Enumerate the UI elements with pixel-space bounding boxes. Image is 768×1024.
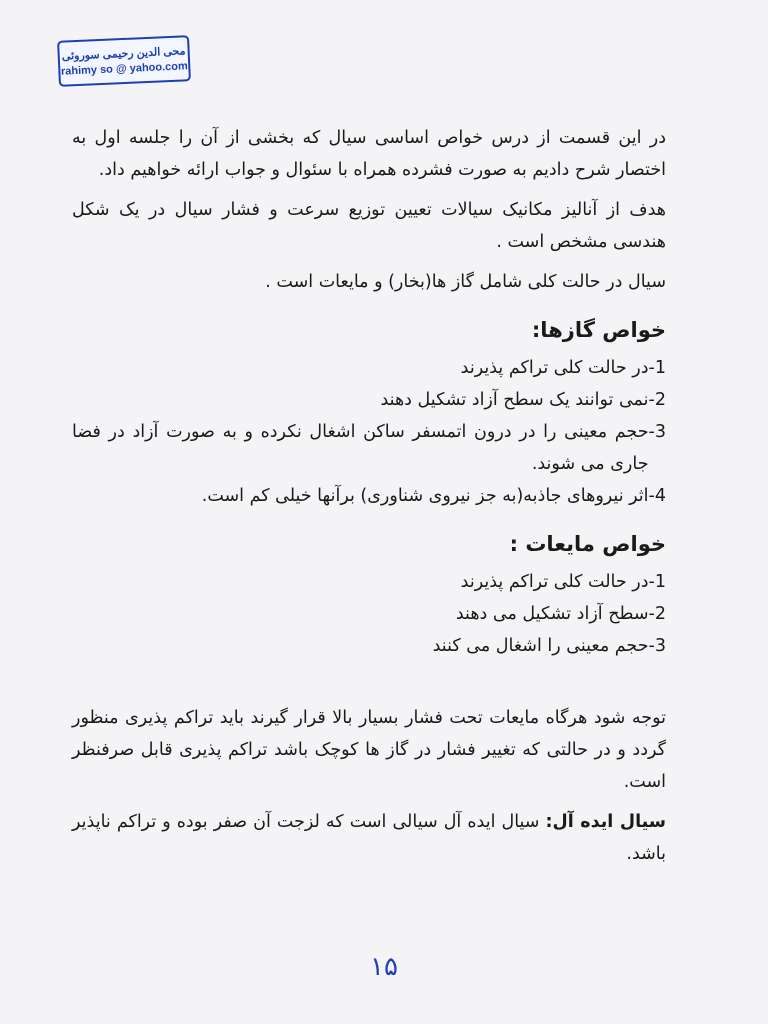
- intro-paragraph: در این قسمت از درس خواص اساسی سیال که بخشی از آن را جلسه اول به اختصار شرح دادیم به صورت فشرده همراه با سئوال و جواب ارائه خواهیم داد.: [72, 128, 666, 180]
- list-item-number: 3-: [648, 422, 666, 442]
- stamp-email: rahimy so @ yahoo.com: [60, 59, 188, 78]
- liquid-properties-list: [72, 566, 666, 662]
- list-item-number: 1-: [648, 572, 666, 592]
- list-item: [72, 598, 666, 630]
- list-item-number: 1-: [648, 358, 666, 378]
- list-item: [72, 416, 666, 480]
- list-item-text: نمی توانند یک سطح آزاد تشکیل دهند: [380, 390, 649, 410]
- list-item: [72, 384, 666, 416]
- list-item: [72, 352, 666, 384]
- list-item-number: 2-: [648, 390, 666, 410]
- list-item-number: 3-: [648, 636, 666, 656]
- list-item-text: اثر نیروهای جاذبه(به جز نیروی شناوری) برآنها خیلی کم است.: [201, 486, 649, 506]
- intro-paragraph: هدف از آنالیز مکانیک سیالات تعیین توزیع سرعت و فشار سیال در یک شکل هندسی مشخص است .: [72, 200, 666, 252]
- page-content: [72, 122, 666, 870]
- ideal-fluid-term: سیال ایده آل:: [545, 812, 666, 832]
- stamp-name: محی الدین رحیمی سوروئی: [61, 44, 186, 63]
- ideal-fluid-text: سیال ایده آل سیالی است که لزجت آن صفر بوده و تراکم ناپذیر باشد.: [72, 812, 666, 864]
- list-item-text: سطح آزاد تشکیل می دهند: [455, 604, 649, 624]
- liquid-properties-heading: خواص مایعات :: [509, 532, 666, 556]
- list-item: [72, 480, 666, 512]
- list-item: [72, 566, 666, 598]
- list-item: [72, 630, 666, 662]
- list-item-number: 4-: [648, 486, 666, 506]
- author-stamp: [57, 35, 191, 87]
- intro-paragraph: سیال در حالت کلی شامل گاز ها(بخار) و مایعات است .: [265, 272, 666, 292]
- page-number: ١۵: [370, 952, 398, 982]
- list-item-number: 2-: [648, 604, 666, 624]
- list-item-text: حجم معینی را اشغال می کنند: [432, 636, 649, 656]
- list-item-text: در حالت کلی تراکم پذیرند: [460, 572, 649, 592]
- list-item-text: حجم معینی را در درون اتمسفر ساکن اشغال نکرده و به صورت آزاد در فضا جاری می شوند.: [72, 422, 649, 474]
- ideal-fluid-definition: [72, 806, 666, 870]
- gas-properties-heading: خواص گازها:: [531, 318, 666, 342]
- list-item-text: در حالت کلی تراکم پذیرند: [460, 358, 649, 378]
- gas-properties-list: [72, 352, 666, 512]
- compressibility-note: توجه شود هرگاه مایعات تحت فشار بسیار بالا قرار گیرند باید تراکم پذیری منظور گردد و در حالتی که تغییر فشار در گاز ها کوچک باشد تراکم پذیری قابل صرفنظر است.: [72, 708, 666, 792]
